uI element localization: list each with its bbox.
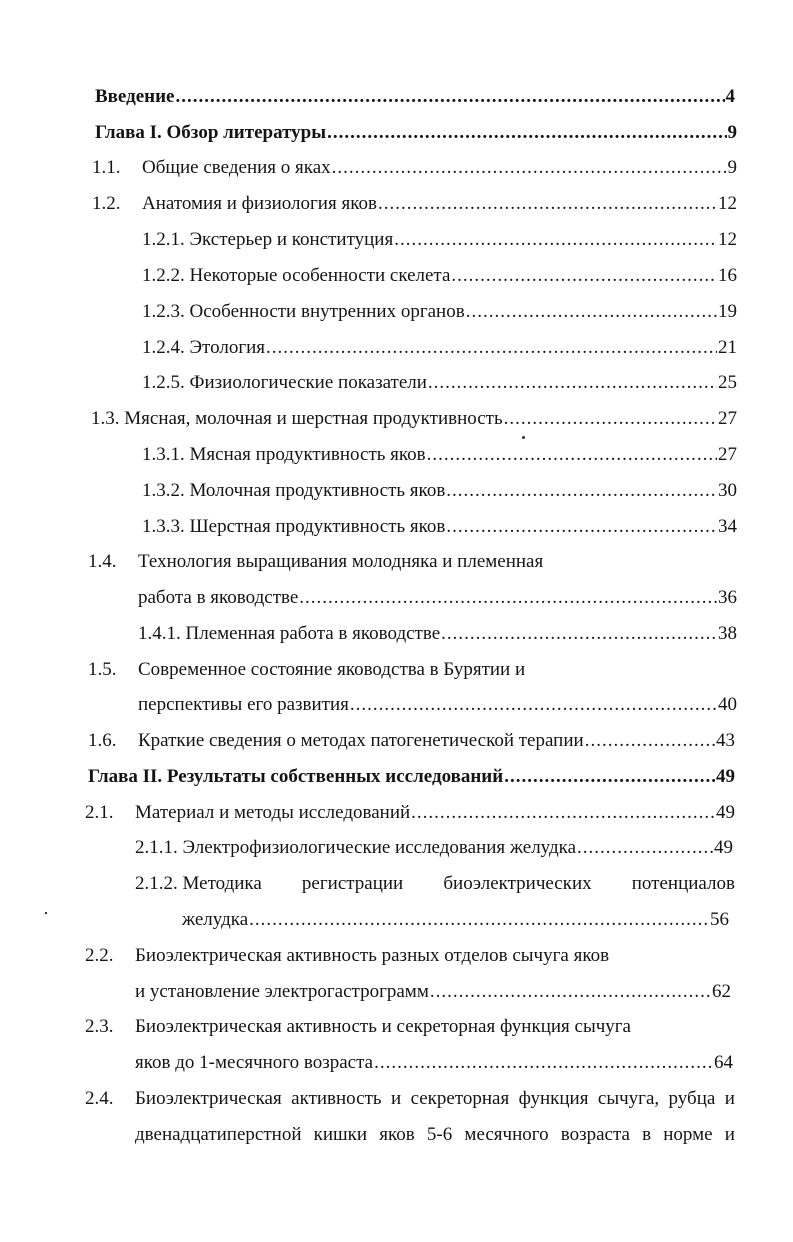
toc-entry [85, 1016, 735, 1044]
leader-dots [378, 193, 717, 215]
leader-dots [446, 480, 717, 502]
toc-entry-page: 19 [718, 301, 737, 322]
toc-entry-title: Биоэлектрическая активность и секреторная функция сычуга [135, 1016, 631, 1037]
toc-entry-title: работа в яководстве [138, 587, 299, 608]
toc-entry-page: 40 [718, 694, 737, 715]
toc-entry [142, 301, 737, 329]
toc-entry-title: Технология выращивания молодняка и племенная [138, 551, 544, 572]
toc-entry-page: 4 [725, 86, 735, 107]
toc-entry-page: 25 [718, 372, 737, 393]
toc-entry-title: 1.2.3. Особенности внутренних органов [142, 301, 465, 322]
toc-entry-page: 34 [718, 516, 737, 537]
toc-entry-title: Анатомия и физиология яков [142, 193, 377, 214]
leader-dots [411, 802, 715, 824]
toc-entry [138, 694, 737, 722]
leader-dots [504, 408, 717, 430]
toc-entry [135, 837, 733, 865]
toc-entry-title: 1.2.4. Этология [142, 337, 266, 358]
leader-dots [299, 587, 717, 609]
leader-dots [176, 86, 725, 108]
toc-entry-number: 2.4. [85, 1088, 114, 1109]
toc-entry-number: 1.6. [88, 730, 117, 751]
toc-entry-page: 21 [718, 337, 737, 358]
leader-dots [249, 909, 709, 931]
toc-entry-page: 30 [718, 480, 737, 501]
toc-entry-number: 2.2. [85, 945, 114, 966]
leader-dots [466, 301, 717, 323]
toc-entry [135, 1052, 733, 1080]
toc-entry-title: 1.3.2. Молочная продуктивность яков [142, 480, 446, 501]
leader-dots [350, 694, 717, 716]
leader-dots [451, 265, 717, 287]
leader-dots [374, 1052, 713, 1074]
word: и [724, 1088, 735, 1109]
word: двенадцатиперстной [135, 1124, 302, 1145]
leader-dots [332, 157, 727, 179]
leader-dots [441, 623, 717, 645]
toc-entry-title: 1.2.5. Физиологические показатели [142, 372, 427, 393]
toc-entry [142, 265, 737, 293]
word: и [390, 1088, 402, 1109]
toc-entry-page: 12 [718, 229, 737, 250]
toc-entry-page: 12 [718, 193, 737, 214]
toc-entry-page: 38 [718, 623, 737, 644]
word: 2.1.2. Методика [135, 873, 262, 894]
toc-entry [142, 480, 737, 508]
leader-dots [504, 766, 715, 788]
toc-entry [138, 623, 737, 651]
toc-entry-justified [135, 1124, 735, 1152]
toc-entry-number: 1.5. [88, 659, 117, 680]
word: в [642, 1124, 652, 1145]
toc-entry [91, 408, 737, 436]
toc-entry-title: перспективы его развития [138, 694, 349, 715]
toc-entry [142, 372, 737, 400]
toc-entry [142, 337, 737, 365]
toc-entry-number: 1.4. [88, 551, 117, 572]
leader-dots [430, 981, 711, 1003]
toc-entry [142, 229, 737, 257]
word: Биоэлектрическая [135, 1088, 282, 1109]
toc-entry [85, 945, 735, 973]
toc-entry-number: 2.1. [85, 802, 114, 823]
toc-entry [138, 587, 737, 615]
toc-entry [92, 193, 737, 221]
toc-entry-title: 1.3.1. Мясная продуктивность яков [142, 444, 426, 465]
word: 5-6 [426, 1124, 453, 1145]
toc-entry-page: 49 [716, 802, 735, 823]
toc-entry-number: 1.1. [92, 157, 121, 178]
toc-entry [85, 802, 735, 830]
toc-entry-page: 43 [716, 730, 735, 751]
toc-entry [88, 730, 735, 758]
toc-entry-title: Материал и методы исследований [135, 802, 411, 823]
toc-entry-title: Современное состояние яководства в Бурятии и [138, 659, 526, 680]
toc-entry-justified [85, 1088, 735, 1116]
toc-entry [135, 981, 731, 1009]
toc-entry [88, 551, 737, 579]
leader-dots [394, 229, 717, 251]
toc-entry-page: 9 [727, 157, 737, 178]
toc-entry-page: 36 [718, 587, 737, 608]
leader-dots [446, 516, 717, 538]
toc-entry-title: желудка [182, 909, 249, 930]
toc-entry [142, 516, 737, 544]
word: рубца [668, 1088, 716, 1109]
toc-entry-page: 27 [718, 408, 737, 429]
toc-entry-title: 1.2.2. Некоторые особенности скелета [142, 265, 451, 286]
leader-dots [266, 337, 717, 359]
toc-entry [88, 659, 737, 687]
toc-entry-title: и установление электрогастрограмм [135, 981, 429, 1002]
toc-entry-number: 1.2. [92, 193, 121, 214]
toc-entry-title: 1.3. Мясная, молочная и шерстная продуктивность [91, 408, 503, 429]
toc-entry-title: 1.3.3. Шерстная продуктивность яков [142, 516, 446, 537]
scan-speck [45, 912, 47, 914]
word: и [724, 1124, 735, 1145]
word: месячного [464, 1124, 549, 1145]
toc-entry-title: Общие сведения о яках [142, 157, 331, 178]
toc-entry-number: 2.3. [85, 1016, 114, 1037]
word: секреторная [410, 1088, 510, 1109]
toc-entry-justified [135, 873, 735, 901]
toc-entry-title: яков до 1-месячного возраста [135, 1052, 374, 1073]
leader-dots [327, 122, 726, 144]
toc-entry-page: 49 [716, 766, 735, 787]
scan-speck [522, 436, 525, 439]
toc-entry-title: Биоэлектрическая активность разных отделов сычуга яков [135, 945, 610, 966]
toc-entry-page: 16 [718, 265, 737, 286]
word: норме [663, 1124, 713, 1145]
word: возраста [560, 1124, 630, 1145]
toc-entry-page: 56 [710, 909, 729, 930]
word: регистрации [301, 873, 404, 894]
toc-entry-page: 27 [718, 444, 737, 465]
word: сычуга, [597, 1088, 660, 1109]
toc-entry-page: 49 [714, 837, 733, 858]
leader-dots [585, 730, 715, 752]
word: кишки [313, 1124, 368, 1145]
toc-entry-title: Краткие сведения о методах патогенетической терапии [138, 730, 584, 751]
toc-entry [95, 86, 735, 114]
toc-entry-page: 9 [727, 122, 737, 143]
word: биоэлектрических [443, 873, 592, 894]
word: яков [379, 1124, 415, 1145]
toc-entry [95, 122, 737, 150]
leader-dots [577, 837, 713, 859]
word: потенциалов [631, 873, 735, 894]
word: функция [518, 1088, 589, 1109]
toc-entry [88, 766, 735, 794]
toc-entry-title: Глава I. Обзор литературы [95, 122, 327, 143]
toc-entry [142, 444, 737, 472]
toc-entry-page: 62 [712, 981, 731, 1002]
toc-entry-title: Введение [95, 86, 175, 107]
toc-entry-title: 2.1.1. Электрофизиологические исследования желудка [135, 837, 577, 858]
toc-entry [92, 157, 737, 185]
leader-dots [428, 372, 717, 394]
word: активность [291, 1088, 382, 1109]
toc-entry-title: 1.2.1. Экстерьер и конституция [142, 229, 394, 250]
leader-dots [427, 444, 717, 466]
toc-entry-page: 64 [714, 1052, 733, 1073]
toc-entry-title: 1.4.1. Племенная работа в яководстве [138, 623, 441, 644]
toc-entry-title: Глава II. Результаты собственных исследований [88, 766, 504, 787]
toc-entry [182, 909, 729, 937]
